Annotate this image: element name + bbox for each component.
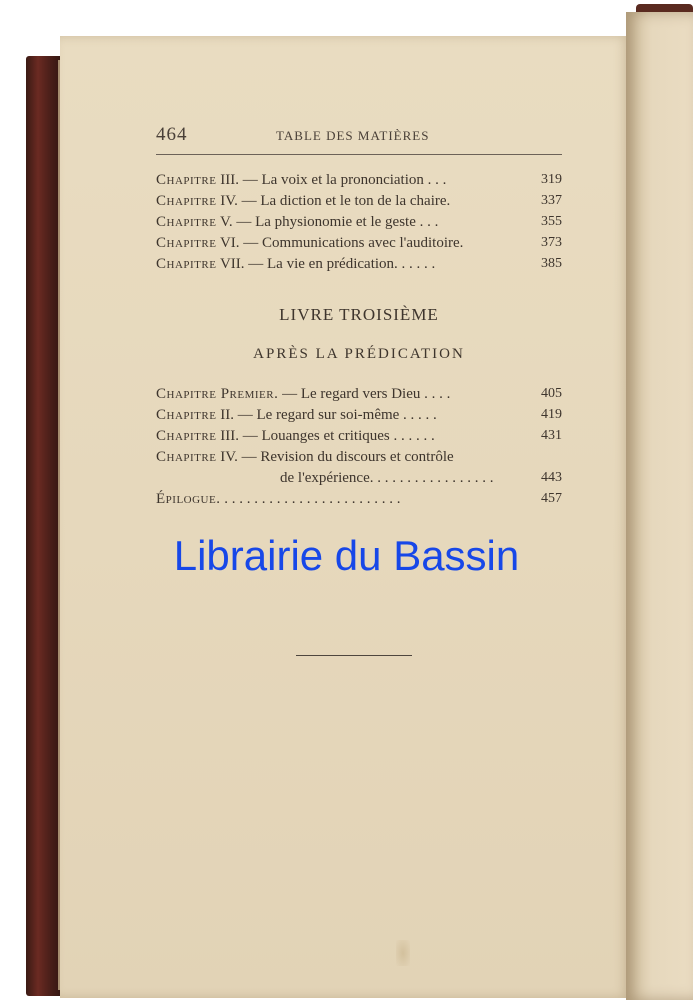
toc-entry-label: Chapitre	[156, 407, 217, 423]
toc-entry-text: IV. — La diction et le ton de la chaire.	[220, 193, 451, 209]
toc-entry-text: — Le regard vers Dieu . . . .	[282, 386, 451, 402]
toc-entry	[156, 449, 562, 470]
toc-entry-page: 385	[541, 256, 562, 271]
toc-entry-page: 355	[541, 214, 562, 229]
toc-entry	[156, 491, 562, 512]
toc-entry-page: 373	[541, 235, 562, 250]
facing-page	[626, 12, 693, 1000]
toc-entry-page: 443	[541, 470, 562, 485]
toc-entry-page: 319	[541, 172, 562, 187]
toc-entry	[156, 193, 562, 214]
toc-entry-page: 337	[541, 193, 562, 208]
toc-entry-label: Chapitre	[156, 256, 217, 272]
toc-entry-label: Chapitre	[156, 193, 217, 209]
header-rule	[156, 154, 562, 155]
toc-entry-text: III. — Louanges et critiques . . . . . .	[220, 428, 435, 444]
toc-entry	[156, 386, 562, 407]
toc-entry	[156, 172, 562, 193]
toc-entry-label: Chapitre	[156, 235, 217, 251]
toc-entry-page: 431	[541, 428, 562, 443]
toc-entry	[156, 214, 562, 235]
toc-entry-text: de l'expérience. . . . . . . . . . . . . . . . .	[280, 470, 494, 486]
toc-entry-label: Chapitre Premier.	[156, 386, 279, 402]
paper-smudge	[396, 940, 410, 966]
end-rule	[296, 655, 412, 656]
toc-entry-text: III. — La voix et la prononciation . . .	[220, 172, 447, 188]
toc-entry	[156, 256, 562, 277]
watermark: Librairie du Bassin	[173, 532, 520, 579]
toc-entry-label: Épilogue.	[156, 491, 221, 507]
toc-entry-label: Chapitre	[156, 172, 217, 188]
page-header	[156, 124, 563, 148]
toc-entry-text: VI. — Communications avec l'auditoire.	[219, 235, 464, 251]
section-title: APRÈS LA PRÉDICATION	[253, 346, 465, 362]
toc-entry-text: . . . . . . . . . . . . . . . . . . . . . . . .	[224, 491, 401, 507]
toc-entry-label: Chapitre	[156, 428, 217, 444]
toc-entry-page: 419	[541, 407, 562, 422]
toc-entry	[156, 235, 562, 256]
toc-entry-text: II. — Le regard sur soi-même . . . . .	[220, 407, 437, 423]
toc-entry	[156, 428, 562, 449]
toc-list-part-1	[156, 172, 562, 277]
toc-list-part-2	[156, 386, 562, 512]
page-number: 464	[156, 124, 188, 145]
toc-entry-text: V. — La physionomie et le geste . . .	[219, 214, 439, 230]
toc-entry	[156, 407, 562, 428]
toc-entry-label: Chapitre	[156, 449, 217, 465]
book-title: LIVRE TROISIÈME	[279, 305, 439, 324]
toc-entry-label: Chapitre	[156, 214, 217, 230]
toc-entry-page: 405	[541, 386, 562, 401]
toc-entry-continuation	[156, 470, 562, 491]
toc-entry-text: IV. — Revision du discours et contrôle	[220, 449, 454, 465]
running-title: TABLE DES MATIÈRES	[276, 128, 430, 143]
toc-entry-page: 457	[541, 491, 562, 506]
toc-entry-text: VII. — La vie en prédication. . . . . .	[219, 256, 436, 272]
